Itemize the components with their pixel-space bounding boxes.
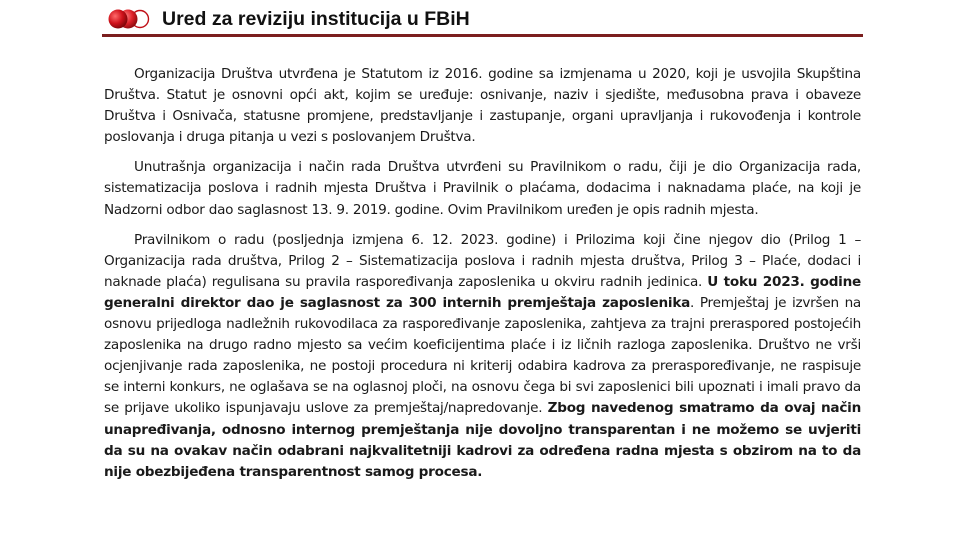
document-body bbox=[104, 64, 861, 492]
header-title: Ured za reviziju institucija u FBiH bbox=[162, 8, 470, 30]
finding-transparency-conclusion: Zbog navedenog smatramo da ovaj način unapređivanja, odnosno internog premještanja nije dovoljno transparentan i ne možemo se uvjeriti da su na ovakav način odabrani najkvalitetniji kadrovi za određena radna mjesta s obzirom na to da nije obezbijeđena transparentnost samog procesa. bbox=[104, 400, 861, 480]
paragraph-text: . Premještaj je izvršen na osnovu prijedloga nadležnih rukovodilaca za raspoređivanje zaposlenika, zahtjeva za trajni preraspored postojećih zaposlenika na drugo radno mjesto sa većim koeficijentima plaće i iz ličnih razloga zaposlenika. Društvo ne vrši ocjenjivanje rada zaposlenika, ne postoji procedura ni kriterij odabira kadrova za preraspoređivanje, ne raspisuje se interni konkurs, ne oglašava se na oglasnoj ploči, na osnovu čega bi svi zaposlenici bili upoznati i imali pravo da se prijave ukoliko ispunjavaju uslove za premještaj/napredovanje. bbox=[104, 294, 862, 417]
finding-transfers-count: U toku 2023. godine generalni direktor dao je saglasnost za 300 internih premještaja zaposlenika bbox=[104, 273, 861, 311]
paragraph-text: Unutrašnja organizacija i način rada Društva utvrđeni su Pravilnikom o radu, čiji je dio Organizacija rada, sistematizacija poslova i radnih mjesta Društva i Pravilnik o plaćama, dodacima i naknadama plaće, na koji je Nadzorni odbor dao saglasnost 13. 9. 2019. godine. Ovim Pravilnikom uređen je opis radnih mjesta. bbox=[104, 159, 861, 218]
paragraph-organization bbox=[104, 64, 861, 148]
paragraph-text: Organizacija Društva utvrđena je Statutom iz 2016. godine sa izmjenama u 2020, koji je usvojila Skupština Društva. Statut je osnovni opći akt, kojim se uređuje: osnivanje, naziv i sjedište, međusobna prava i obaveze Društva i Osnivača, statusne promjene, predstavljanje i zastupanje, organi upravljanja i rukovođenja i kontrole poslovanja i druga pitanja u vezi s poslovanjem Društva. bbox=[104, 66, 861, 146]
paragraph-employee-transfers bbox=[104, 230, 861, 483]
document-header bbox=[108, 6, 863, 34]
paragraph-text: Pravilnikom o radu (posljednja izmjena 6. 12. 2023. godine) i Prilozima koji čine njegov dio (Prilog 1 – Organizacija rada društva, Prilog 2 – Sistematizacija poslova i radnih mjesta društva, Prilog 3 – Plaće, dodaci i naknade plaća) regulisana su pravila raspoređivanja zaposlenika u okviru radnih jedinica. bbox=[104, 231, 861, 290]
paragraph-internal-organization bbox=[104, 157, 861, 220]
office-logo-icon bbox=[108, 7, 152, 31]
header-divider bbox=[102, 34, 863, 37]
